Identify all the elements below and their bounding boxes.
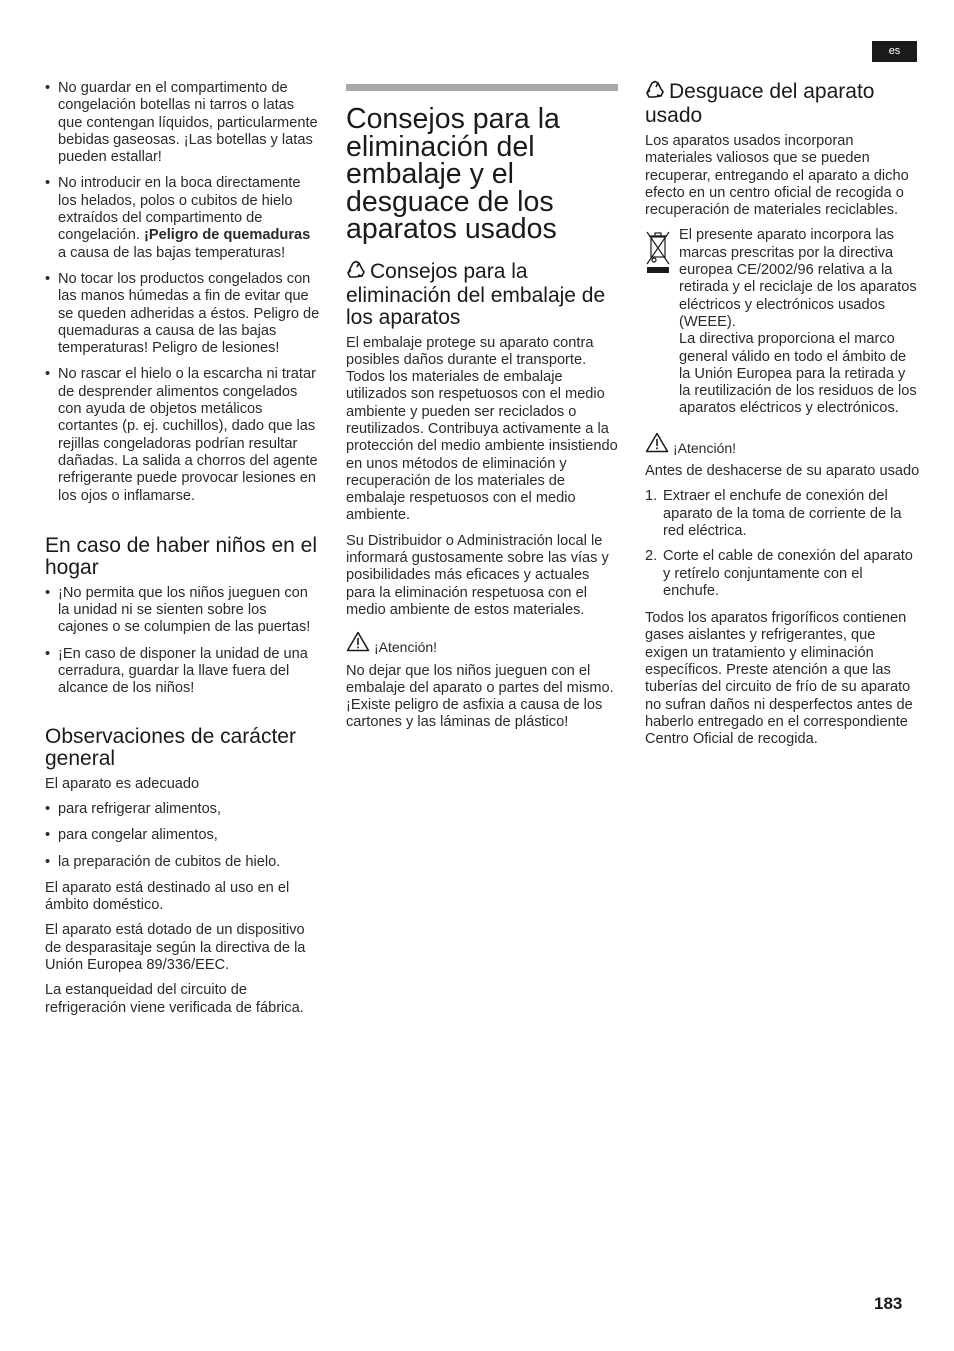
list-item: • ¡No permita que los niños jueguen con la unidad ni se sienten sobre los cajones o se columpien de las puertas! — [45, 585, 320, 637]
language-badge: es — [872, 41, 917, 62]
list-item: • No tocar los productos congelados con las manos húmedas a fin de evitar que se queden adheridas a éstos. Peligro de quemaduras a causa de las bajas temperaturas! Peligro de lesiones! — [45, 271, 320, 357]
usage-bullet-list — [45, 801, 320, 871]
safety-bullet-list — [45, 80, 320, 505]
page-number: 183 — [874, 1294, 903, 1313]
section-heading-ninos: En caso de haber niños en el hogar — [45, 533, 318, 579]
list-item: • la preparación de cubitos de hielo. — [45, 854, 320, 871]
paragraph: Los aparatos usados incorporan materiales valiosos que se pueden recuperar, entregando el aparato a dicho efecto en un centro oficial de recogida o recuperación de materiales reciclables. — [645, 133, 909, 219]
weee-block — [645, 227, 920, 417]
paragraph: Su Distribuidor o Administración local le informará gustosamente sobre las vías y posibilidades más eficaces y actuales para la eliminación respetuosa con el medio ambiente de estos materiales. — [346, 532, 609, 618]
column-left — [45, 80, 320, 1025]
list-item: • No rascar el hielo o la escarcha ni tratar de desprender alimentos congelados con ayuda de objetos metálicos cortantes (p. ej. cuchillos), dado que las rejillas congeladoras podrían resultar dañadas. La salida a chorros del agente refrigerante puede provocar lesiones en los ojos o inflamarse. — [45, 366, 320, 504]
paragraph: Todos los aparatos frigoríficos contienen gases aislantes y refrigerantes, que exigen un tratamiento y eliminación específicos. Preste atención a que las tuberías del circuito de frío de su aparato no sufran daños ni desperfectos antes de haberlo entregado en el correspondiente Centro Oficial de recogida. — [645, 610, 913, 748]
page-title: Consejos para la eliminación del embalaje y el desguace de los aparatos usados — [346, 103, 560, 245]
section-divider — [346, 84, 618, 91]
list-item: 1. Extraer el enchufe de conexión del aparato de la toma de corriente de la red eléctrica. — [645, 488, 902, 539]
attention-text: No dejar que los niños jueguen con el embalaje del aparato o partes del mismo. ¡Existe peligro de asfixia a causa de los cartones y las láminas de plástico! — [346, 662, 614, 731]
recycle-icon — [346, 260, 366, 285]
paragraph: El aparato está dotado de un dispositivo de desparasitaje según la directiva de la Unión Europea 89/336/EEC. — [45, 922, 306, 973]
column-middle — [346, 84, 618, 740]
list-item: • para refrigerar alimentos, — [45, 801, 320, 818]
warning-triangle-icon — [645, 432, 669, 457]
list-item: • No guardar en el compartimento de congelación botellas ni tarros o latas que contengan líquidos, particularmente bebidas gaseosas. ¡Las botellas y latas pueden estallar! — [45, 80, 320, 166]
paragraph: El embalaje protege su aparato contra posibles daños durante el transporte. Todos los materiales de embalaje utilizados son respetuosos con el medio ambiente y pueden ser reciclados o reutilizados. Contribuya activamente a la protección del medio ambiente insistiendo en unos métodos de eliminación y recuperación de los materiales de embalaje respetuosos con el medio ambiente. — [346, 334, 618, 524]
list-item: 2. Corte el cable de conexión del aparato y retírelo conjuntamente con el enchufe. — [645, 548, 913, 599]
paragraph: El aparato está destinado al uso en el ámbito doméstico. — [45, 879, 290, 914]
warning-emphasis: ¡Peligro de quemaduras — [144, 227, 311, 244]
children-bullet-list — [45, 585, 320, 698]
recycle-icon — [645, 80, 665, 105]
attention-label: ¡Atención! — [346, 631, 618, 656]
paragraph: Antes de deshacerse de su aparato usado — [645, 463, 920, 480]
attention-label: ¡Atención! — [645, 432, 920, 457]
disposal-steps — [645, 488, 920, 600]
section-heading-observaciones: Observaciones de carácter general — [45, 724, 296, 770]
paragraph: La estanqueidad del circuito de refrigeración viene verificada de fábrica. — [45, 982, 304, 1016]
column-right — [645, 80, 920, 757]
crossed-out-bin-icon — [645, 227, 671, 417]
section-heading-desguace: Desguace del aparato usado — [645, 80, 875, 127]
sub-heading-embalaje: Consejos para la eliminación del embalaje de los aparatos — [346, 259, 606, 329]
warning-triangle-icon — [346, 631, 370, 656]
list-item: • No introducir en la boca directamente los helados, polos o cubitos de hielo extraídos del compartimento de congelación. ¡Peligro de quemaduras a causa de las bajas temperaturas! — [45, 175, 320, 261]
list-item: • ¡En caso de disponer la unidad de una cerradura, guardar la llave fuera del alcance de los niños! — [45, 646, 320, 698]
list-item: • para congelar alimentos, — [45, 827, 320, 844]
obs-intro: El aparato es adecuado — [45, 775, 200, 792]
weee-text: El presente aparato incorpora las marcas prescritas por la directiva europea CE/2002/96 relativa a la retirada y el reciclaje de los aparatos eléctricos y electrónicos usados (WEEE). La directiva proporciona el marco general válido en todo el ámbito de la Unión Europea para la retirada y la reutilización de los residuos de los aparatos eléctricos y electrónicos. — [679, 227, 917, 417]
